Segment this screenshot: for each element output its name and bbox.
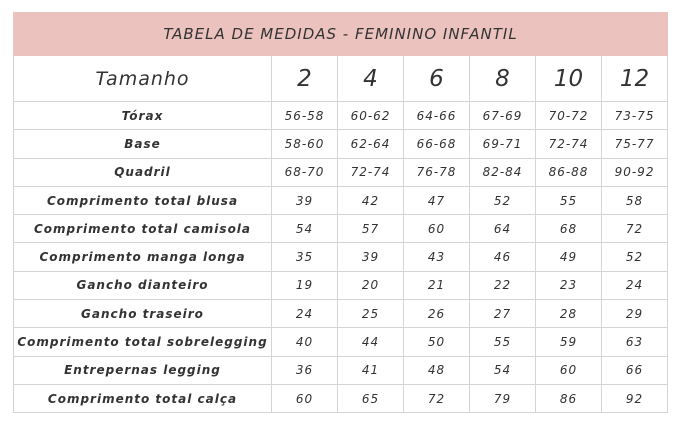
measurement-value: 55 xyxy=(536,186,602,214)
size-header-12: 12 xyxy=(602,56,668,102)
measurement-value: 86 xyxy=(536,384,602,412)
table-row xyxy=(14,102,668,130)
measurement-value: 24 xyxy=(602,271,668,299)
measurement-label: Base xyxy=(14,130,272,158)
measurement-value: 86-88 xyxy=(536,158,602,186)
measurement-value: 58 xyxy=(602,186,668,214)
table-row xyxy=(14,300,668,328)
table-body xyxy=(14,102,668,413)
measurement-value: 19 xyxy=(272,271,338,299)
table-row xyxy=(14,271,668,299)
measurement-value: 72-74 xyxy=(338,158,404,186)
measurement-value: 72-74 xyxy=(536,130,602,158)
table-row xyxy=(14,215,668,243)
measurement-value: 68 xyxy=(536,215,602,243)
measurement-value: 36 xyxy=(272,356,338,384)
measurement-label: Comprimento total calça xyxy=(14,384,272,412)
measurement-value: 39 xyxy=(338,243,404,271)
measurement-value: 92 xyxy=(602,384,668,412)
measurement-value: 46 xyxy=(470,243,536,271)
size-header-row xyxy=(14,56,668,102)
size-header-10: 10 xyxy=(536,56,602,102)
measurement-value: 60 xyxy=(404,215,470,243)
measurement-value: 27 xyxy=(470,300,536,328)
measurement-value: 43 xyxy=(404,243,470,271)
measurement-value: 54 xyxy=(470,356,536,384)
measurement-value: 54 xyxy=(272,215,338,243)
measurement-value: 21 xyxy=(404,271,470,299)
table-title: TABELA DE MEDIDAS - FEMININO INFANTIL xyxy=(14,13,668,56)
measurement-value: 55 xyxy=(470,328,536,356)
measurement-value: 22 xyxy=(470,271,536,299)
measurement-value: 60-62 xyxy=(338,102,404,130)
measurement-value: 49 xyxy=(536,243,602,271)
measurement-value: 24 xyxy=(272,300,338,328)
measurement-value: 39 xyxy=(272,186,338,214)
measurement-label: Comprimento total sobrelegging xyxy=(14,328,272,356)
measurement-value: 68-70 xyxy=(272,158,338,186)
measurement-value: 64-66 xyxy=(404,102,470,130)
measurement-value: 69-71 xyxy=(470,130,536,158)
measurement-value: 58-60 xyxy=(272,130,338,158)
measurement-value: 44 xyxy=(338,328,404,356)
measurement-value: 62-64 xyxy=(338,130,404,158)
measurement-label: Entrepernas legging xyxy=(14,356,272,384)
measurement-value: 64 xyxy=(470,215,536,243)
measurement-value: 90-92 xyxy=(602,158,668,186)
measurement-value: 57 xyxy=(338,215,404,243)
size-header-8: 8 xyxy=(470,56,536,102)
measurement-value: 59 xyxy=(536,328,602,356)
table-row xyxy=(14,243,668,271)
measurement-label: Comprimento manga longa xyxy=(14,243,272,271)
table-row xyxy=(14,328,668,356)
measurement-value: 25 xyxy=(338,300,404,328)
measurement-value: 76-78 xyxy=(404,158,470,186)
measurement-value: 60 xyxy=(272,384,338,412)
size-header-4: 4 xyxy=(338,56,404,102)
measurement-value: 35 xyxy=(272,243,338,271)
measurement-label: Quadril xyxy=(14,158,272,186)
measurement-value: 66-68 xyxy=(404,130,470,158)
measurement-value: 41 xyxy=(338,356,404,384)
measurement-value: 28 xyxy=(536,300,602,328)
measurement-value: 79 xyxy=(470,384,536,412)
table-row xyxy=(14,186,668,214)
measurement-value: 72 xyxy=(602,215,668,243)
measurement-value: 63 xyxy=(602,328,668,356)
measurement-value: 26 xyxy=(404,300,470,328)
measurement-label: Gancho dianteiro xyxy=(14,271,272,299)
measurement-value: 72 xyxy=(404,384,470,412)
table-row xyxy=(14,384,668,412)
size-table xyxy=(13,12,668,413)
measurement-value: 70-72 xyxy=(536,102,602,130)
measurement-value: 65 xyxy=(338,384,404,412)
measurement-value: 40 xyxy=(272,328,338,356)
measurement-value: 66 xyxy=(602,356,668,384)
table-row xyxy=(14,130,668,158)
measurement-value: 29 xyxy=(602,300,668,328)
measurement-value: 23 xyxy=(536,271,602,299)
measurement-value: 67-69 xyxy=(470,102,536,130)
measurement-value: 20 xyxy=(338,271,404,299)
measurement-value: 50 xyxy=(404,328,470,356)
measurement-value: 75-77 xyxy=(602,130,668,158)
measurement-label: Gancho traseiro xyxy=(14,300,272,328)
measurement-label: Tórax xyxy=(14,102,272,130)
size-header-label: Tamanho xyxy=(14,56,272,102)
table-row xyxy=(14,158,668,186)
measurement-value: 60 xyxy=(536,356,602,384)
table-row xyxy=(14,356,668,384)
measurement-value: 47 xyxy=(404,186,470,214)
measurement-value: 48 xyxy=(404,356,470,384)
measurement-value: 52 xyxy=(470,186,536,214)
measurement-label: Comprimento total blusa xyxy=(14,186,272,214)
measurement-value: 82-84 xyxy=(470,158,536,186)
measurement-value: 73-75 xyxy=(602,102,668,130)
size-header-2: 2 xyxy=(272,56,338,102)
measurement-value: 42 xyxy=(338,186,404,214)
measurement-value: 52 xyxy=(602,243,668,271)
measurement-label: Comprimento total camisola xyxy=(14,215,272,243)
size-header-6: 6 xyxy=(404,56,470,102)
size-chart xyxy=(13,12,667,413)
measurement-value: 56-58 xyxy=(272,102,338,130)
